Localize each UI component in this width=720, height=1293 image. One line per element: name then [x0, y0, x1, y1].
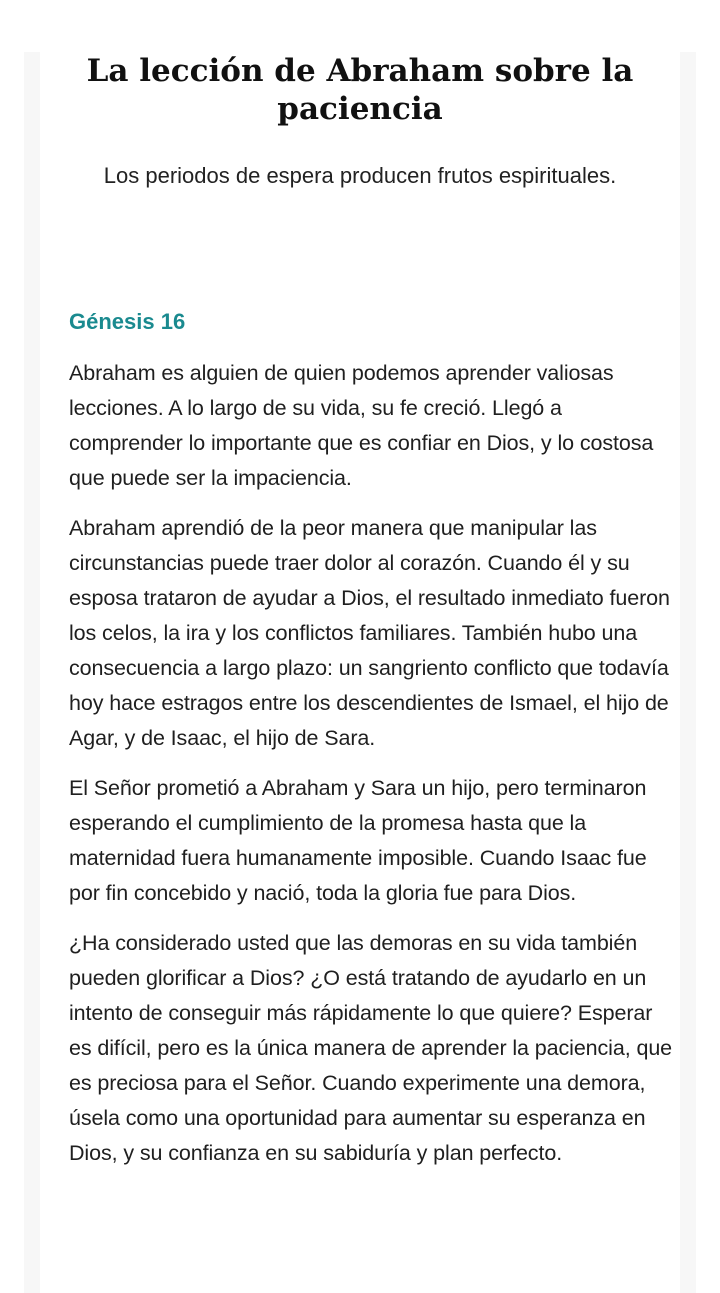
body-paragraph: El Señor prometió a Abraham y Sara un hijo, pero terminaron esperando el cumplimiento de la promesa hasta que la maternidad fuera humanamente imposible. Cuando Isaac fue por fin concebido y nació, toda la gloria fue para Dios. [69, 776, 647, 905]
scripture-reference: Génesis 16 [69, 309, 186, 334]
body-paragraph: Abraham es alguien de quien podemos aprender valiosas lecciones. A lo largo de su vida, su fe creció. Llegó a comprender lo importante que es confiar en Dios, y lo costosa que puede ser la impaciencia. [69, 361, 654, 490]
article-title: La lección de Abraham sobre la paciencia [86, 53, 634, 127]
left-gutter [24, 52, 40, 1293]
article-subtitle: Los periodos de espera producen frutos espirituales. [103, 163, 617, 188]
article-body [69, 356, 680, 1186]
article-card [40, 0, 680, 1293]
body-paragraph: Abraham aprendió de la peor manera que manipular las circunstancias puede traer dolor al corazón. Cuando él y su esposa trataron de ayudar a Dios, el resultado inmediato fueron los celos, la ira y los conflictos familiares. También hubo una consecuencia a largo plazo: un sangriento conflicto que todavía hoy hace estragos entre los descendientes de Ismael, el hijo de Agar, y de Isaac, el hijo de Sara. [69, 516, 670, 750]
body-paragraph: ¿Ha considerado usted que las demoras en su vida también pueden glorificar a Dios? ¿O está tratando de ayudarlo en un intento de conseguir más rápidamente lo que quiere? Esperar es difícil, pero es la única manera de aprender la paciencia, que es preciosa para el Señor. Cuando experimente una demora, úsela como una oportunidad para aumentar su esperanza en Dios, y su confianza en su sabiduría y plan perfecto. [69, 931, 673, 1165]
right-gutter [680, 52, 696, 1293]
